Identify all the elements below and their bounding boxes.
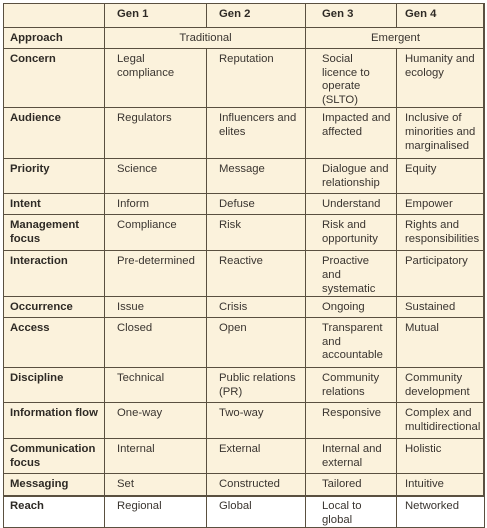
row-label-access: Access [4, 318, 105, 368]
generations-comparison-table [3, 3, 485, 528]
table-cell: Defuse [207, 194, 306, 215]
header-corner-cell [4, 4, 105, 28]
table-cell: Regulators [105, 108, 207, 159]
row-label-communication-focus: Communication focus [4, 439, 105, 474]
comparison-table-frame [3, 3, 484, 526]
table-cell: Technical [105, 368, 207, 403]
row-label-management-focus: Management focus [4, 215, 105, 251]
table-cell: Community development [397, 368, 485, 403]
table-cell: Local to global [306, 496, 397, 528]
table-row-management-focus [4, 215, 485, 251]
table-row-communication-focus [4, 439, 485, 474]
table-cell: Crisis [207, 297, 306, 318]
table-cell: Risk and opportunity [306, 215, 397, 251]
table-cell: Responsive [306, 403, 397, 439]
table-cell: Open [207, 318, 306, 368]
table-cell: Influencers and elites [207, 108, 306, 159]
table-cell: Transparent and accountable [306, 318, 397, 368]
row-label-messaging: Messaging [4, 474, 105, 496]
table-cell: Participatory [397, 251, 485, 297]
row-label-reach: Reach [4, 496, 105, 528]
table-cell: Inform [105, 194, 207, 215]
table-row-occurrence [4, 297, 485, 318]
table-row-intent [4, 194, 485, 215]
table-row-access [4, 318, 485, 368]
table-cell: Inclusive of minorities and marginalised [397, 108, 485, 159]
table-row-interaction [4, 251, 485, 297]
approach-emergent-cell: Emergent [306, 28, 485, 49]
table-cell: Two-way [207, 403, 306, 439]
table-cell: Mutual [397, 318, 485, 368]
table-cell: Tailored [306, 474, 397, 496]
table-cell: Risk [207, 215, 306, 251]
table-cell: Regional [105, 496, 207, 528]
table-cell: Humanity and ecology [397, 49, 485, 108]
table-row-information-flow [4, 403, 485, 439]
table-row-discipline [4, 368, 485, 403]
table-cell: Holistic [397, 439, 485, 474]
table-cell: Impacted and affected [306, 108, 397, 159]
table-cell: Public relations (PR) [207, 368, 306, 403]
table-cell: Internal and external [306, 439, 397, 474]
row-label-concern: Concern [4, 49, 105, 108]
approach-traditional-cell: Traditional [105, 28, 306, 49]
table-cell: Ongoing [306, 297, 397, 318]
row-label-discipline: Discipline [4, 368, 105, 403]
row-label-interaction: Interaction [4, 251, 105, 297]
table-cell: Proactive and systematic [306, 251, 397, 297]
header-gen4: Gen 4 [397, 4, 485, 28]
table-cell: Pre-determined [105, 251, 207, 297]
table-cell: Intuitive [397, 474, 485, 496]
table-cell: Reactive [207, 251, 306, 297]
table-row-priority [4, 159, 485, 194]
row-label-audience: Audience [4, 108, 105, 159]
header-gen2: Gen 2 [207, 4, 306, 28]
table-cell: Social licence to operate (SLTO) [306, 49, 397, 108]
table-cell: Complex and multidirectional [397, 403, 485, 439]
table-cell: One-way [105, 403, 207, 439]
table-row-audience [4, 108, 485, 159]
table-cell: Issue [105, 297, 207, 318]
table-row-concern [4, 49, 485, 108]
table-cell: Compliance [105, 215, 207, 251]
table-cell: Equity [397, 159, 485, 194]
table-cell: Understand [306, 194, 397, 215]
header-row [4, 4, 485, 28]
table-cell: Community relations [306, 368, 397, 403]
row-label-information-flow: Information flow [4, 403, 105, 439]
table-row-reach [4, 496, 485, 528]
row-label-priority: Priority [4, 159, 105, 194]
table-cell: Set [105, 474, 207, 496]
table-cell: Sustained [397, 297, 485, 318]
table-cell: Rights and responsibilities [397, 215, 485, 251]
table-cell: Networked [397, 496, 485, 528]
table-cell: Reputation [207, 49, 306, 108]
header-gen1: Gen 1 [105, 4, 207, 28]
table-row-messaging [4, 474, 485, 496]
table-cell: Message [207, 159, 306, 194]
table-cell: Closed [105, 318, 207, 368]
table-cell: Legal compliance [105, 49, 207, 108]
table-cell: External [207, 439, 306, 474]
row-label-occurrence: Occurrence [4, 297, 105, 318]
header-gen3: Gen 3 [306, 4, 397, 28]
table-cell: Internal [105, 439, 207, 474]
table-cell: Global [207, 496, 306, 528]
table-cell: Science [105, 159, 207, 194]
table-cell: Constructed [207, 474, 306, 496]
table-row-approach [4, 28, 485, 49]
table-cell: Dialogue and relationship [306, 159, 397, 194]
row-label-intent: Intent [4, 194, 105, 215]
table-cell: Empower [397, 194, 485, 215]
row-label-approach: Approach [4, 28, 105, 49]
